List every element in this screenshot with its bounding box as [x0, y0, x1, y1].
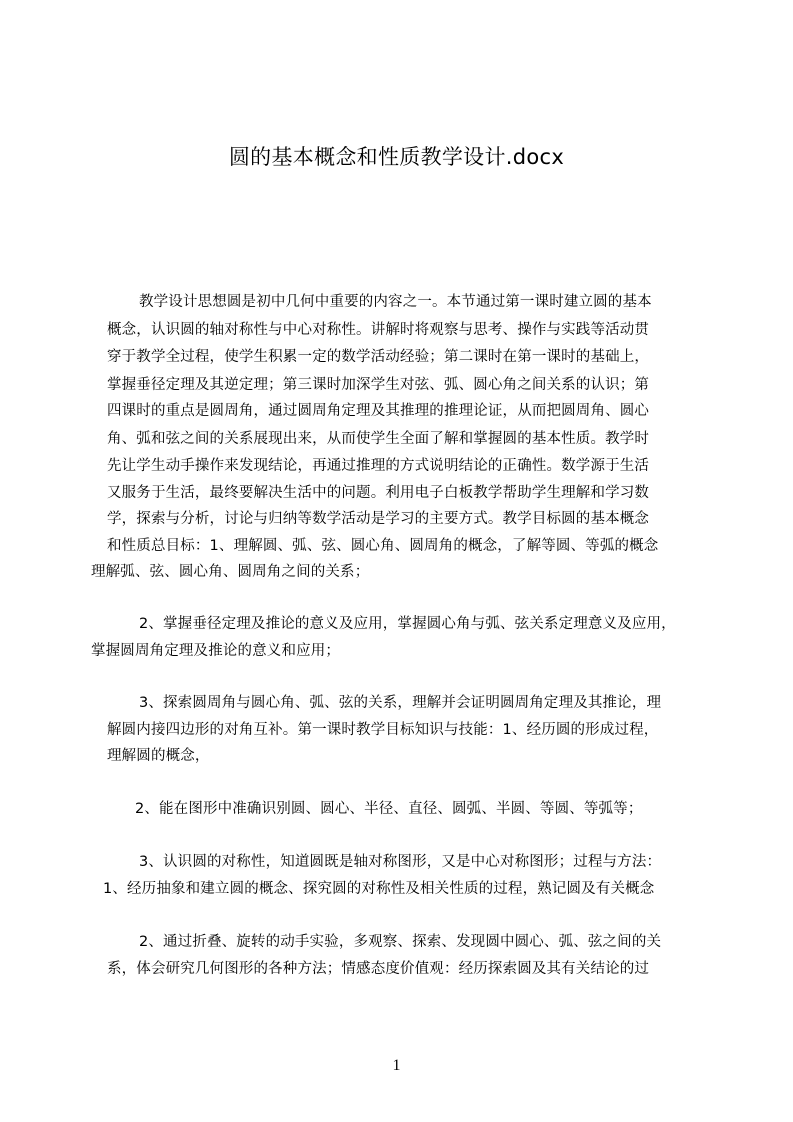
body-line-4: 掌握垂径定理及其逆定理；第三课时加深学生对弦、弧、圆心角之间关系的认识；第 [107, 377, 650, 393]
body-line-2: 概念，认识圆的轴对称性与中心对称性。讲解时将观察与思考、操作与实践等活动贯 [107, 322, 650, 338]
body-line-5: 四课时的重点是圆周角，通过圆周角定理及其推理的推理论证，从而把圆周角、圆心 [107, 403, 650, 419]
body-line-17: 2、能在图形中准确识别圆、圆心、半径、直径、圆弧、半圆、等圆、等弧等； [135, 801, 643, 817]
body-line-7: 先让学生动手操作来发现结论，再通过推理的方式说明结论的正确性。数学源于生活 [107, 458, 650, 474]
body-line-9: 学，探索与分析，讨论与归纳等数学活动是学习的主要方式。教学目标圆的基本概念 [107, 511, 650, 527]
body-line-11: 理解弧、弦、圆心角、圆周角之间的关系； [91, 564, 370, 580]
body-line-16: 理解圆的概念， [107, 748, 210, 764]
body-line-6: 角、弧和弦之间的关系展现出来，从而使学生全面了解和掌握圆的基本性质。教学时 [107, 431, 650, 447]
body-line-1: 教学设计思想圆是初中几何中重要的内容之一。本节通过第一课时建立圆的基本 [139, 294, 652, 310]
body-line-8: 又服务于生活，最终要解决生活中的问题。利用电子白板教学帮助学生理解和学习数 [107, 485, 650, 501]
body-line-14: 3、探索圆周角与圆心角、弧、弦的关系，理解并会证明圆周角定理及其推论，理 [139, 695, 662, 711]
body-line-10: 和性质总目标：1、理解圆、弧、弦、圆心角、圆周角的概念，了解等圆、等弧的概念 [107, 538, 659, 554]
body-line-18: 3、认识圆的对称性，知道圆既是轴对称图形，又是中心对称图形；过程与方法： [139, 854, 662, 870]
body-line-21: 系，体会研究几何图形的各种方法；情感态度价值观：经历探索圆及其有关结论的过 [107, 961, 650, 977]
document-title: 圆的基本概念和性质教学设计.docx [228, 145, 565, 169]
body-line-15: 解圆内接四边形的对角互补。第一课时教学目标知识与技能：1、经历圆的形成过程， [107, 722, 659, 738]
body-line-12: 2、掌握垂径定理及推论的意义及应用，掌握圆心角与弧、弦关系定理意义及应用， [139, 616, 676, 632]
page-number: 1 [392, 1057, 401, 1074]
body-line-13: 掌握圆周角定理及推论的意义和应用； [91, 643, 341, 659]
body-line-20: 2、通过折叠、旋转的动手实验，多观察、探索、发现圆中圆心、弧、弦之间的关 [139, 934, 662, 950]
body-line-3: 穿于教学全过程，使学生积累一定的数学活动经验；第二课时在第一课时的基础上， [107, 349, 650, 365]
body-line-19: 1、经历抽象和建立圆的概念、探究圆的对称性及相关性质的过程，熟记圆及有关概念 [103, 881, 655, 897]
